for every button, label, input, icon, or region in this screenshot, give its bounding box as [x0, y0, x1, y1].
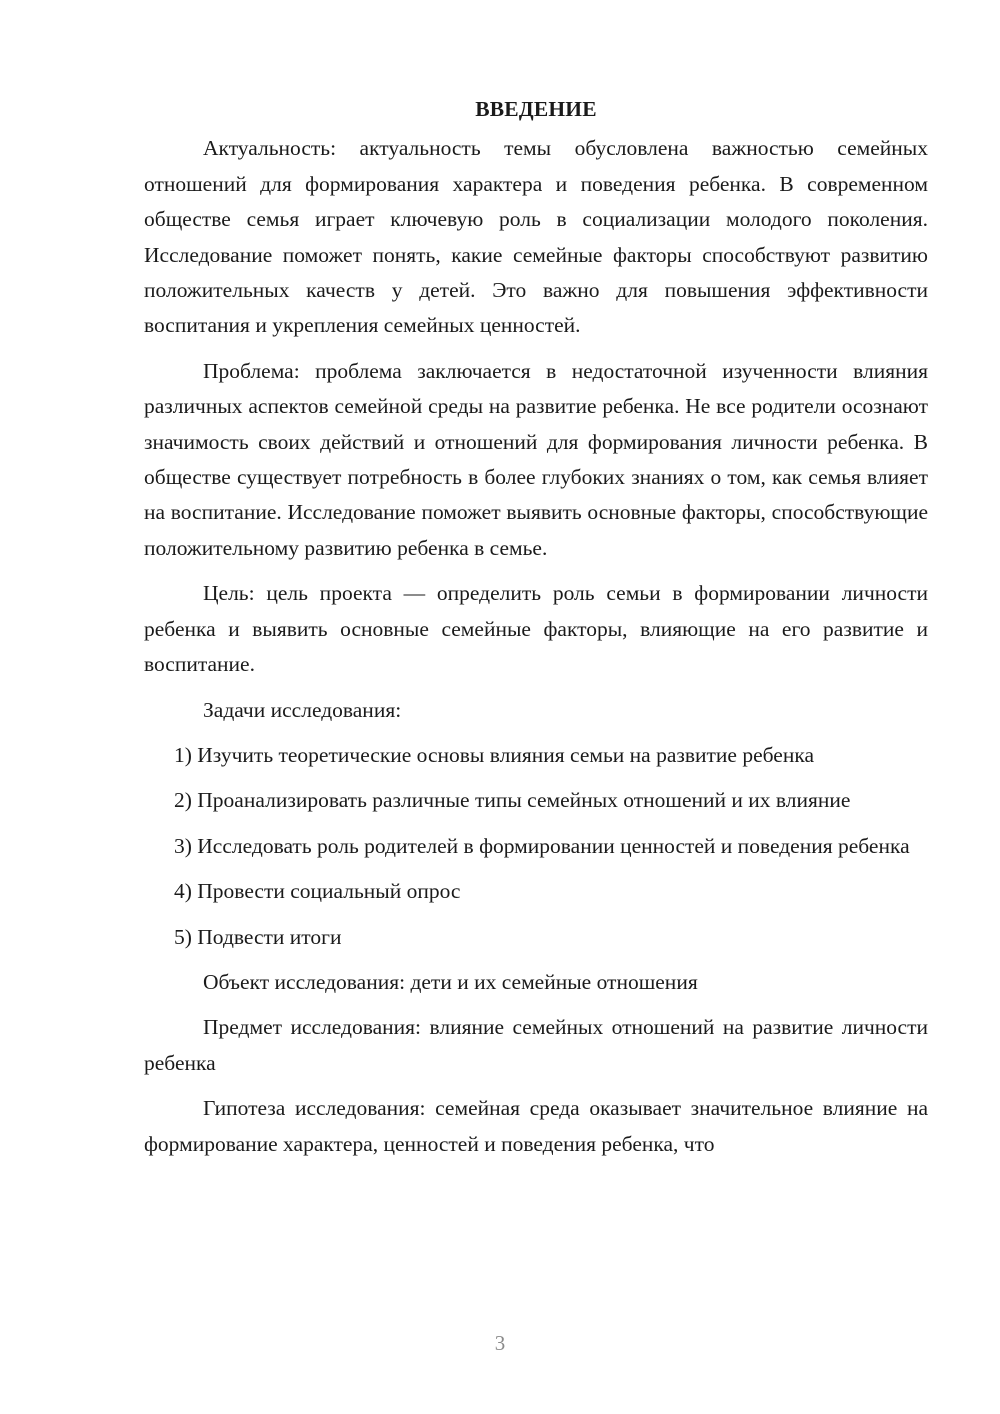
section-title: ВВЕДЕНИЕ	[475, 97, 597, 121]
paragraph-subject: Предмет исследования: влияние семейных отношений на развитие личности ребенка	[144, 1015, 928, 1075]
paragraph-goal: Цель: цель проекта — определить роль семьи в формировании личности ребенка и выявить основные семейные факторы, влияющие на его развитие и воспитание.	[144, 581, 928, 677]
paragraph-problem: Проблема: проблема заключается в недостаточной изученности влияния различных аспектов семейной среды на развитие ребенка. Не все родители осознают значимость своих действий и отношений для формирования личности ребенка. В обществе существует потребность в более глубоких знаниях о том, как семья влияет на воспитание. Исследование поможет выявить основные факторы, способствующие положительному развитию ребенка в семье.	[144, 358, 928, 560]
document-page	[144, 92, 928, 1172]
paragraph-object: Объект исследования: дети и их семейные отношения	[203, 969, 698, 994]
task-item-3: 3) Исследовать роль родителей в формировании ценностей и поведения ребенка	[174, 833, 910, 858]
task-item-1: 1) Изучить теоретические основы влияния семьи на развитие ребенка	[174, 742, 814, 767]
paragraph-hypothesis: Гипотеза исследования: семейная среда оказывает значительное влияние на формирование характера, ценностей и поведения ребенка, что	[144, 1096, 928, 1156]
task-item-2: 2) Проанализировать различные типы семейных отношений и их влияние	[174, 788, 851, 813]
paragraph-tasks-heading: Задачи исследования:	[203, 697, 402, 722]
task-item-4: 4) Провести социальный опрос	[174, 879, 461, 904]
paragraph-relevance: Актуальность: актуальность темы обусловлена важностью семейных отношений для формирования характера и поведения ребенка. В современном обществе семья играет ключевую роль в социализации молодого поколения. Исследование поможет понять, какие семейные факторы способствуют развитию положительных качеств у детей. Это важно для повышения эффективности воспитания и укрепления семейных ценностей.	[144, 136, 928, 338]
task-item-5: 5) Подвести итоги	[174, 924, 342, 949]
page-number: 3	[494, 1331, 506, 1355]
